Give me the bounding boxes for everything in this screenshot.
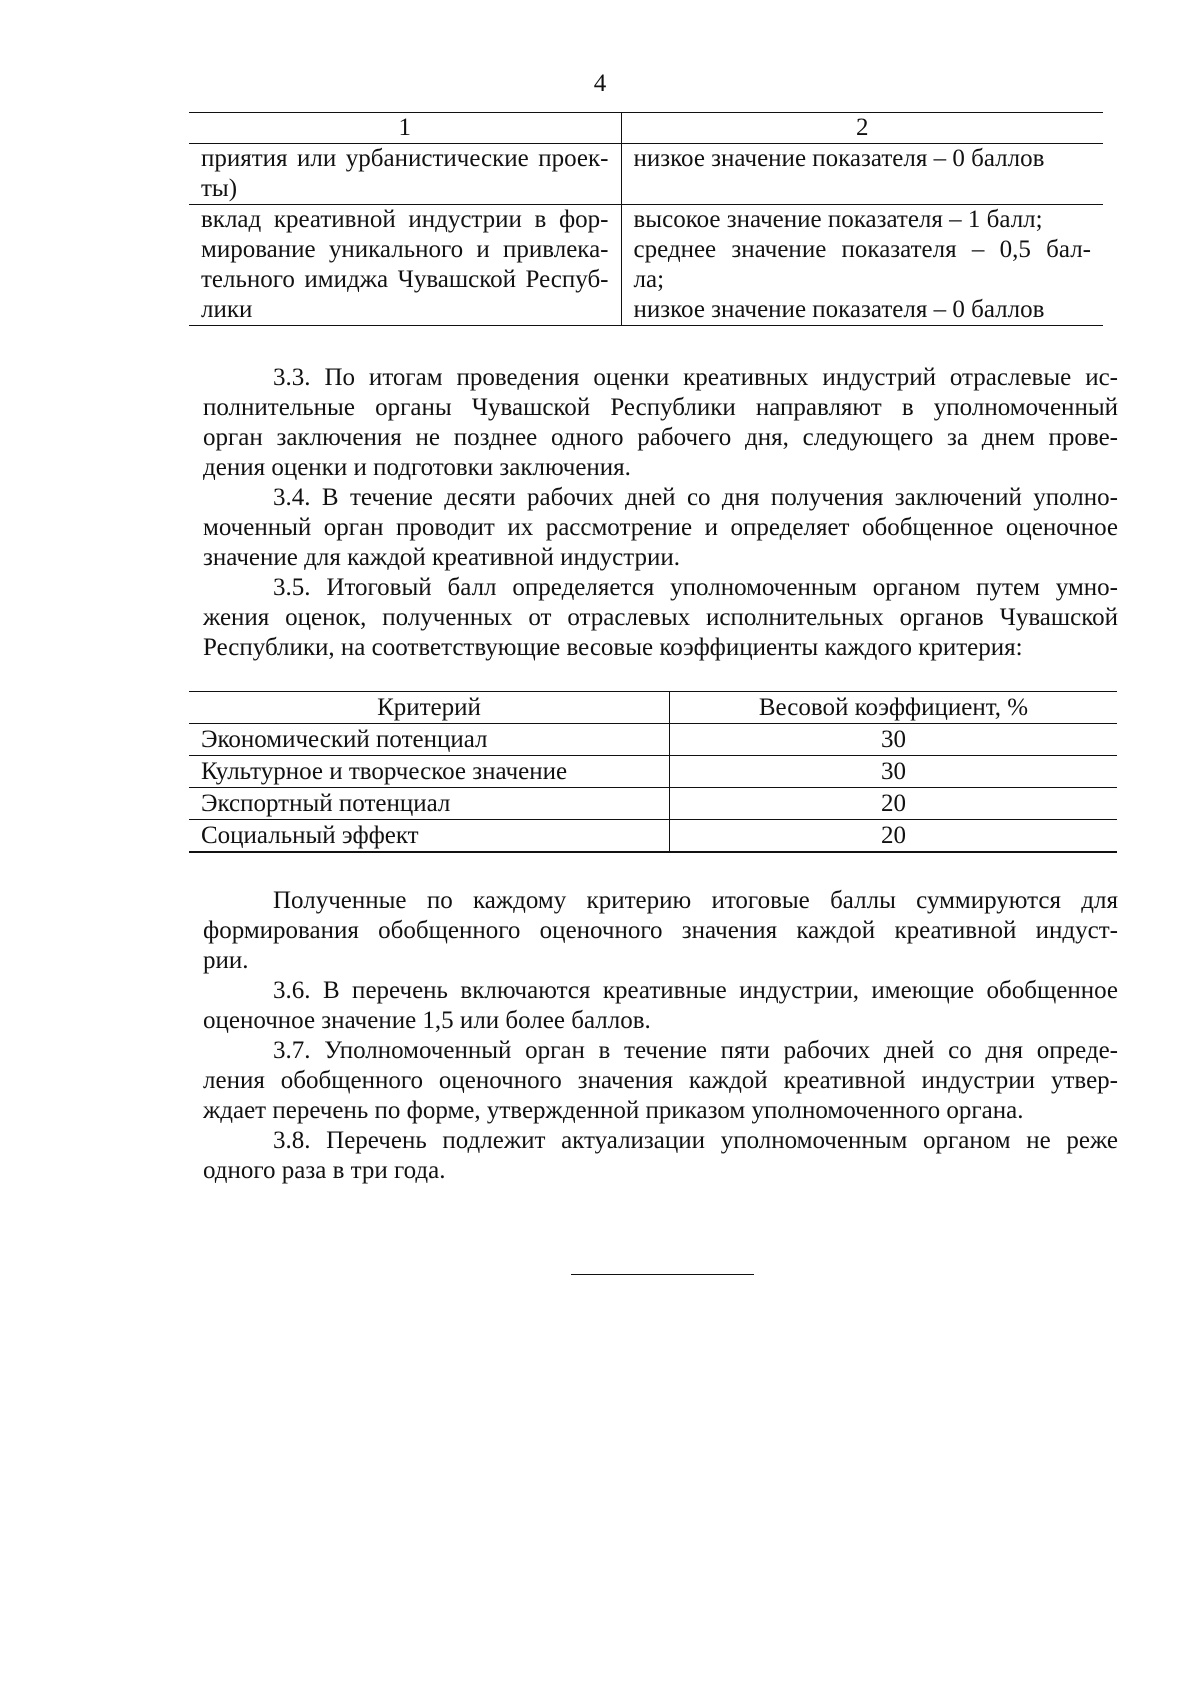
text-line: 3.7. Уполномоченный орган в течение пяти рабочих дней со дня опреде- (273, 1037, 1118, 1064)
text-line: Республики, на соответствующие весовые коэффициенты каждого критерия: (203, 634, 1023, 661)
paragraph-3-7 (203, 1036, 1118, 1126)
text-line: ления обобщенного оценочного значения каждой креативной индустрии утвер- (203, 1067, 1118, 1094)
criterion-cell (189, 205, 621, 326)
text-line: полнительные органы Чувашской Республики направляют в уполномоченный (203, 394, 1118, 421)
weight-value: 20 (670, 820, 1118, 853)
table-row (189, 788, 1117, 820)
page-number: 4 (593, 70, 607, 97)
cell-line: приятия или урбанистические проек- (201, 145, 609, 172)
text-line: формирования обобщенного оценочного значения каждой креативной индуст- (203, 917, 1118, 944)
paragraphs-section-a (203, 363, 1118, 663)
text-line: оценочное значение 1,5 или более баллов. (203, 1007, 651, 1034)
text-line: 3.6. В перечень включаются креативные индустрии, имеющие обобщенное (273, 977, 1118, 1004)
weight-coefficients-table (189, 691, 1117, 853)
score-cell (621, 144, 1103, 205)
text-line: 3.3. По итогам проведения оценки креативных индустрий отраслевые ис- (273, 364, 1118, 391)
paragraph-3-5 (203, 573, 1118, 663)
text-line: рии. (203, 947, 249, 974)
table-row (189, 205, 1103, 326)
cell-line: мирование уникального и привлека- (201, 236, 609, 263)
cell-line: высокое значение показателя – 1 балл; (633, 206, 1043, 233)
text-line: жения оценок, полученных от отраслевых исполнительных органов Чувашской (203, 604, 1118, 631)
cell-line: лики (201, 296, 253, 323)
paragraph-3-6 (203, 976, 1118, 1036)
criterion-name: Культурное и творческое значение (189, 756, 670, 788)
table-row (189, 144, 1103, 205)
text-line: 3.8. Перечень подлежит актуализации уполномоченным органом не реже (273, 1127, 1118, 1154)
paragraph-3-3 (203, 363, 1118, 483)
criterion-name: Социальный эффект (189, 820, 670, 853)
cell-line: низкое значение показателя – 0 баллов (633, 145, 1045, 172)
paragraph-3-4 (203, 483, 1118, 573)
text-line: одного раза в три года. (203, 1157, 446, 1184)
column-header: 2 (621, 113, 1103, 144)
weight-value: 20 (670, 788, 1118, 820)
text-line: ждает перечень по форме, утвержденной приказом уполномоченного органа. (203, 1097, 1024, 1124)
end-separator-line (571, 1274, 754, 1275)
weight-value: 30 (670, 724, 1118, 756)
text-line: Полученные по каждому критерию итоговые баллы суммируются для (273, 887, 1118, 914)
table-row (189, 756, 1117, 788)
paragraph-3-8 (203, 1126, 1118, 1186)
text-line: значение для каждой креативной индустрии. (203, 544, 680, 571)
text-line: 3.5. Итоговый балл определяется уполномоченным органом путем умно- (273, 574, 1118, 601)
table-header-row (189, 113, 1103, 144)
text-line: моченный орган проводит их рассмотрение и определяет обобщенное оценочное (203, 514, 1118, 541)
cell-line: низкое значение показателя – 0 баллов (633, 296, 1045, 323)
paragraph-summary (203, 886, 1118, 976)
cell-line: тельного имиджа Чувашской Респуб- (201, 266, 609, 293)
criterion-cell (189, 144, 621, 205)
criteria-scoring-table (189, 112, 1103, 326)
cell-line: среднее значение показателя – 0,5 бал- (633, 236, 1091, 263)
paragraphs-section-b (203, 886, 1118, 1186)
criterion-name: Экспортный потенциал (189, 788, 670, 820)
score-cell (621, 205, 1103, 326)
table-row (189, 724, 1117, 756)
table-row (189, 820, 1117, 853)
cell-line: ла; (633, 266, 665, 293)
column-header: Критерий (189, 692, 670, 724)
cell-line: вклад креативной индустрии в фор- (201, 206, 609, 233)
column-header: 1 (189, 113, 621, 144)
cell-line: ты) (201, 175, 238, 202)
criterion-name: Экономический потенциал (189, 724, 670, 756)
weight-value: 30 (670, 756, 1118, 788)
text-line: 3.4. В течение десяти рабочих дней со дня получения заключений уполно- (273, 484, 1118, 511)
column-header: Весовой коэффициент, % (670, 692, 1118, 724)
text-line: дения оценки и подготовки заключения. (203, 454, 631, 481)
table-header-row (189, 692, 1117, 724)
text-line: орган заключения не позднее одного рабочего дня, следующего за днем прове- (203, 424, 1118, 451)
